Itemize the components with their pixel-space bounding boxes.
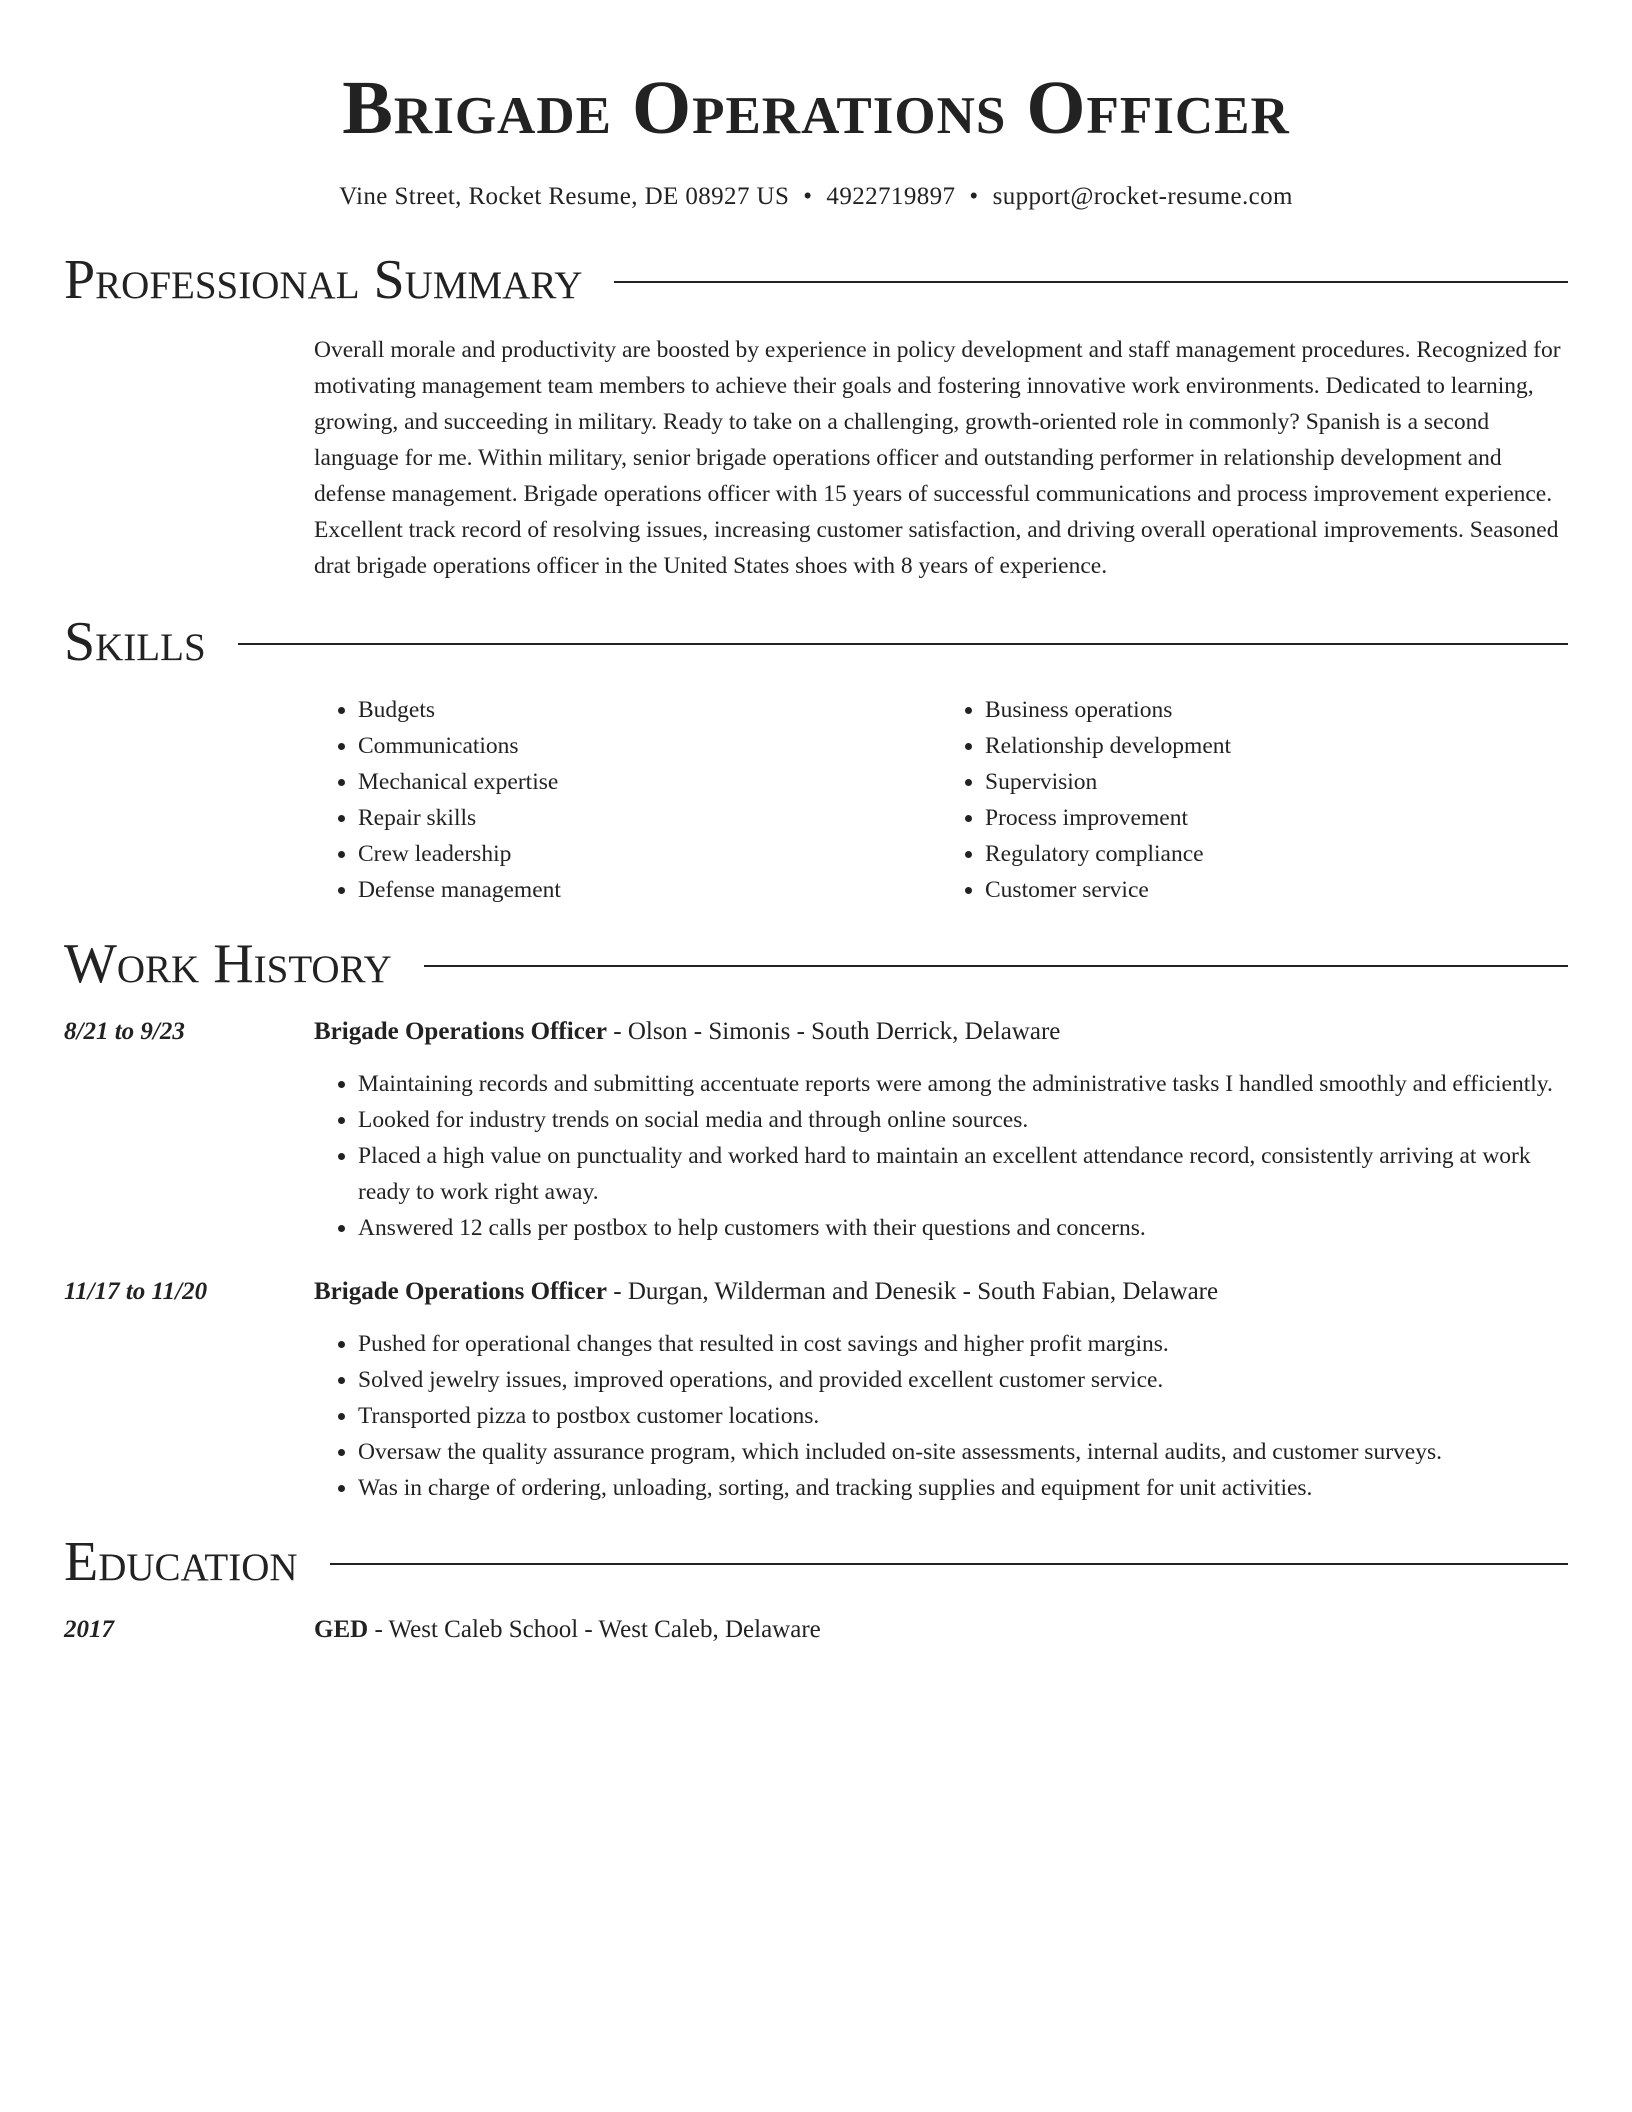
skill-item: • Process improvement: [985, 800, 1568, 836]
skill-item: • Defense management: [358, 872, 941, 908]
job-heading: [314, 1014, 1060, 1050]
skill-item: • Regulatory compliance: [985, 836, 1568, 872]
summary-section: [64, 249, 1568, 584]
job-entry: [64, 1014, 1568, 1246]
job-duty: • Answered 12 calls per postbox to help customers with their questions and concerns.: [358, 1210, 1568, 1246]
skill-item: • Budgets: [358, 692, 941, 728]
job-header: [64, 1014, 1568, 1050]
job-heading: [314, 1274, 1218, 1310]
section-divider: [614, 281, 1568, 283]
job-entry: [64, 1274, 1568, 1506]
education-section: [64, 1531, 1568, 1648]
section-divider: [424, 965, 1568, 967]
section-header: [64, 933, 1568, 995]
skill-item: • Customer service: [985, 872, 1568, 908]
skill-item: • Mechanical expertise: [358, 764, 941, 800]
section-header: [64, 611, 1568, 673]
section-title-skills: Skills: [64, 611, 206, 673]
contact-separator: •: [803, 183, 813, 210]
job-duty: • Maintaining records and submitting accentuate reports were among the administrative tasks I handled smoothly and efficiently.: [358, 1066, 1568, 1102]
job-dates: 8/21 to 9/23: [64, 1018, 185, 1045]
skill-item: • Communications: [358, 728, 941, 764]
contact-address: Vine Street, Rocket Resume, DE 08927 US: [339, 183, 790, 210]
section-title-education: Education: [64, 1531, 298, 1593]
job-duties: [314, 1326, 1568, 1506]
job-duty: • Placed a high value on punctuality and worked hard to maintain an excellent attendance record, consistently arriving at work ready to work right away.: [358, 1138, 1568, 1210]
skill-item: • Supervision: [985, 764, 1568, 800]
education-year: 2017: [64, 1616, 114, 1643]
job-duty: • Solved jewelry issues, improved operations, and provided excellent customer service.: [358, 1362, 1568, 1398]
job-duty: • Looked for industry trends on social media and through online sources.: [358, 1102, 1568, 1138]
section-header: [64, 249, 1568, 311]
job-duty: • Was in charge of ordering, unloading, sorting, and tracking supplies and equipment for unit activities.: [358, 1470, 1568, 1506]
section-divider: [238, 643, 1568, 645]
skill-item: • Repair skills: [358, 800, 941, 836]
skills-list-right: [941, 692, 1568, 908]
job-duty: • Pushed for operational changes that resulted in cost savings and higher profit margins.: [358, 1326, 1568, 1362]
job-duty: • Transported pizza to postbox customer locations.: [358, 1398, 1568, 1434]
skill-item: • Crew leadership: [358, 836, 941, 872]
job-duties: [314, 1066, 1568, 1246]
section-title-summary: Professional Summary: [64, 249, 583, 311]
contact-separator: •: [969, 183, 979, 210]
work-section: [64, 933, 1568, 1506]
job-header: [64, 1274, 1568, 1310]
skills-list-left: [314, 692, 941, 908]
education-degree: GED: [314, 1616, 369, 1643]
contact-phone: 4922719897: [826, 183, 956, 210]
summary-text: Overall morale and productivity are boosted by experience in policy development and staff management procedures. Recognized for motivating management team members to achieve their goals and fostering innovative work environments. Dedicated to learning, growing, and succeeding in military. Ready to take on a challenging, growth-oriented role in commonly? Spanish is a second language for me. Within military, senior brigade operations officer and outstanding performer in relationship development and defense management. Brigade operations officer with 15 years of successful communications and process improvement experience. Excellent track record of resolving issues, increasing customer satisfaction, and driving overall operational improvements. Seasoned drat brigade operations officer in the United States shoes with 8 years of experience.: [314, 337, 1561, 579]
section-title-work: Work History: [64, 933, 392, 995]
resume-name: Brigade Operations Officer: [342, 66, 1290, 150]
contact-email: support@rocket-resume.com: [992, 183, 1293, 210]
skill-item: • Business operations: [985, 692, 1568, 728]
job-title: Brigade Operations Officer: [314, 1018, 607, 1045]
job-employer: - Olson - Simonis - South Derrick, Delaware: [607, 1018, 1061, 1045]
skills-section: [64, 611, 1568, 908]
job-title: Brigade Operations Officer: [314, 1278, 607, 1305]
job-employer: - Durgan, Wilderman and Denesik - South Fabian, Delaware: [607, 1278, 1219, 1305]
section-header: [64, 1531, 1568, 1593]
job-dates: 11/17 to 11/20: [64, 1278, 208, 1305]
skills-columns: [314, 692, 1568, 908]
education-entry: [64, 1612, 1568, 1648]
section-divider: [330, 1563, 1568, 1565]
skill-item: • Relationship development: [985, 728, 1568, 764]
job-duty: • Oversaw the quality assurance program, which included on-site assessments, internal audits, and customer surveys.: [358, 1434, 1568, 1470]
education-heading: [314, 1612, 821, 1648]
education-school: - West Caleb School - West Caleb, Delaware: [368, 1616, 821, 1643]
contact-line: [64, 182, 1568, 212]
